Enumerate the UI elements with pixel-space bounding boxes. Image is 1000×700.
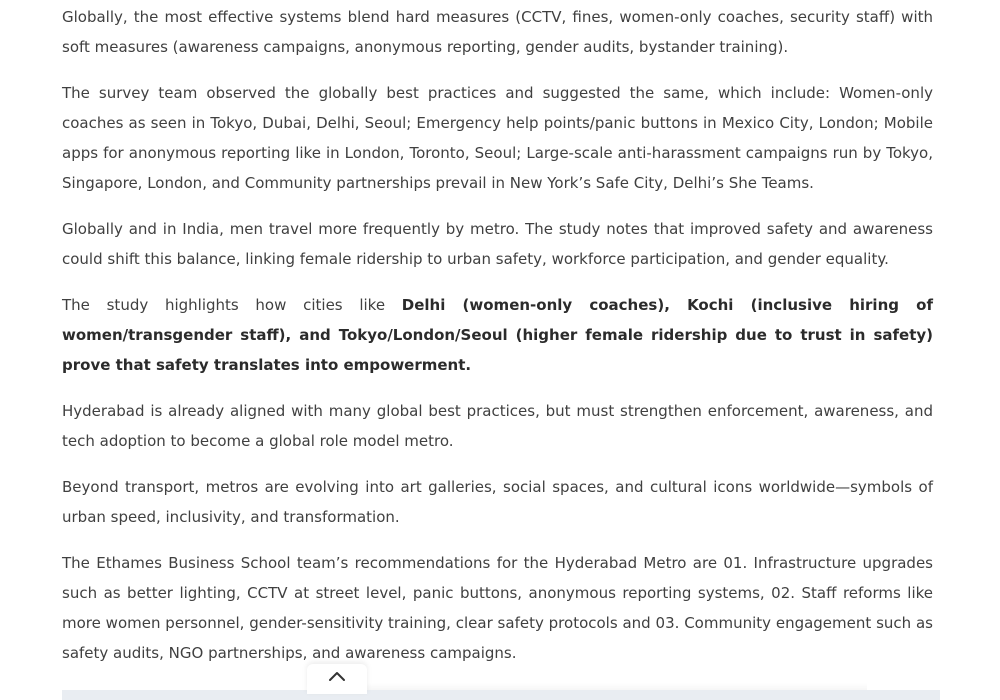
paragraph-1: Globally, the most effective systems blend hard measures (CCTV, fines, women-only coaches, security staff) with soft measures (awareness campaigns, anonymous reporting, gender audits, bystander training). [62, 8, 933, 56]
paragraph-4-highlight: Delhi (women-only coaches), Kochi (inclusive hiring of women/transgender staff), and Tokyo/London/Seoul (higher female ridership due to trust in safety) prove that safety translates into empowerment. [62, 296, 933, 374]
paragraph-3: Globally and in India, men travel more frequently by metro. The study notes that improved safety and awareness could shift this balance, linking female ridership to urban safety, workforce participation, and gender equality. [62, 220, 933, 268]
chevron-up-icon [328, 670, 346, 682]
paragraph-4 [62, 290, 933, 380]
paragraph-5: Hyderabad is already aligned with many global best practices, but must strengthen enforcement, awareness, and tech adoption to become a global role model metro. [62, 402, 933, 450]
scroll-to-top-button[interactable] [307, 664, 367, 694]
bottom-bar [62, 690, 940, 700]
paragraph-4-lead: The study highlights how cities like [62, 296, 402, 314]
paragraph-7: The Ethames Business School team’s recommendations for the Hyderabad Metro are 01. Infrastructure upgrades such as better lighting, CCTV at street level, panic buttons, anonymous reporting systems, 02. Staff reforms like more women personnel, gender-sensitivity training, clear safety protocols and 03. Community engagement such as safety audits, NGO partnerships, and awareness campaigns. [62, 554, 933, 662]
paragraph-2: The survey team observed the globally best practices and suggested the same, which include: Women-only coaches as seen in Tokyo, Dubai, Delhi, Seoul; Emergency help points/panic buttons in Mexico City, London; Mobile apps for anonymous reporting like in London, Toronto, Seoul; Large-scale anti-harassment campaigns run by Tokyo, Singapore, London, and Community partnerships prevail in New York’s Safe City, Delhi’s She Teams. [62, 84, 933, 192]
paragraph-6: Beyond transport, metros are evolving into art galleries, social spaces, and cultural icons worldwide—symbols of urban speed, inclusivity, and transformation. [62, 478, 933, 526]
article-body [62, 2, 933, 684]
